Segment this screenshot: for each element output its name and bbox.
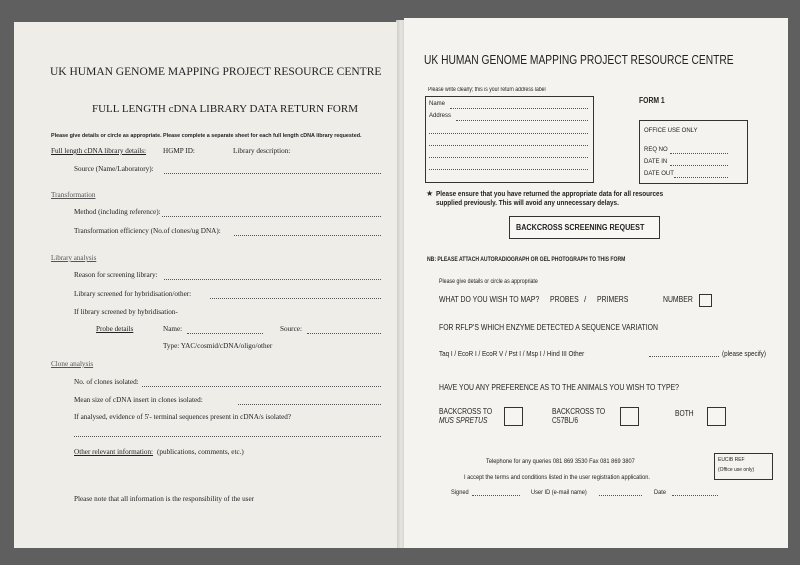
- signed-label: Signed: [451, 489, 469, 496]
- screened-field[interactable]: [210, 298, 381, 299]
- map-option-separator: /: [584, 295, 587, 304]
- both-label: BOTH: [675, 409, 694, 418]
- req-no-label: REQ NO: [644, 147, 668, 153]
- mean-size-field[interactable]: [238, 404, 381, 405]
- primers-option[interactable]: PRIMERS: [597, 295, 629, 304]
- probe-name-field[interactable]: [187, 333, 263, 334]
- left-page-title: UK HUMAN GENOME MAPPING PROJECT RESOURCE CENTRE: [50, 66, 382, 78]
- probe-source-label: Source:: [280, 325, 302, 333]
- request-title-box: [509, 216, 660, 239]
- request-title: BACKCROSS SCREENING REQUEST: [516, 222, 645, 232]
- address-line-1[interactable]: [456, 120, 588, 121]
- other-info-label: Other relevant information:: [74, 448, 154, 456]
- evidence-field[interactable]: [74, 436, 381, 437]
- office-use-label: OFFICE USE ONLY: [644, 128, 698, 134]
- address-line-3[interactable]: [429, 145, 588, 146]
- address-label-box[interactable]: [425, 96, 594, 183]
- address-line-4[interactable]: [429, 157, 588, 158]
- responsibility-note: Please note that all information is the responsibility of the user: [74, 495, 255, 503]
- req-no-field[interactable]: [670, 153, 728, 154]
- method-field[interactable]: [162, 216, 381, 217]
- reason-label: Reason for screening library:: [74, 271, 158, 279]
- address-label: Address: [429, 113, 452, 119]
- no-clones-label: No. of clones isolated:: [74, 378, 139, 386]
- backcross-spretus-label: BACKCROSS TO: [439, 407, 493, 416]
- date-in-label: DATE IN: [644, 159, 668, 165]
- eucib-ref-label: EUCIB REF: [718, 457, 745, 463]
- animals-question: HAVE YOU ANY PREFERENCE AS TO THE ANIMALS YOU WISH TO TYPE?: [439, 383, 679, 392]
- date-in-field[interactable]: [670, 165, 728, 166]
- mean-size-label: Mean size of cDNA insert in clones isolated:: [74, 396, 203, 404]
- hgmp-id-label: HGMP ID:: [163, 147, 195, 155]
- other-info-note: (publications, comments, etc.): [157, 448, 244, 456]
- please-specify: (please specify): [722, 349, 767, 358]
- instructions: Please give details or circle as appropriate. Please complete a separate sheet for each full length cDNA library requested.: [51, 133, 362, 139]
- accept-terms: I accept the terms and conditions listed in the user registration application.: [464, 474, 650, 481]
- source-label: Source (Name/Laboratory):: [74, 165, 154, 173]
- mus-spretus-label: MUS SPRETUS: [439, 416, 488, 425]
- source-field[interactable]: [164, 173, 381, 174]
- number-box[interactable]: [699, 294, 712, 307]
- evidence-label: If analysed, evidence of 5'- terminal sequences present in cDNA/s isolated?: [74, 413, 292, 421]
- telephone-line: Telephone for any queries 081 869 3530 Fax 081 869 3807: [486, 458, 635, 465]
- date-field[interactable]: [672, 495, 718, 496]
- eucib-office-use: (Office use only): [718, 467, 755, 473]
- full-length-details-heading: Full length cDNA library details:: [51, 147, 147, 155]
- right-page-title: UK HUMAN GENOME MAPPING PROJECT RESOURCE CENTRE: [424, 53, 734, 67]
- form-title: FULL LENGTH cDNA LIBRARY DATA RETURN FORM: [92, 103, 358, 115]
- date-out-label: DATE OUT: [644, 171, 674, 177]
- right-page: [404, 18, 788, 548]
- spretus-checkbox[interactable]: [504, 407, 523, 426]
- method-label: Method (including reference):: [74, 208, 161, 216]
- left-page: [14, 22, 397, 548]
- address-line-5[interactable]: [429, 169, 588, 170]
- clone-analysis-heading: Clone analysis: [51, 360, 94, 368]
- map-question: WHAT DO YOU WISH TO MAP?: [439, 295, 540, 304]
- other-enzyme-field[interactable]: [649, 356, 719, 357]
- signed-field[interactable]: [472, 495, 520, 496]
- c57bl6-checkbox[interactable]: [620, 407, 639, 426]
- hybridisation-label: If library screened by hybridisation-: [74, 308, 178, 316]
- address-line-2[interactable]: [429, 133, 588, 134]
- form-number: FORM 1: [639, 96, 665, 105]
- screened-label: Library screened for hybridisation/other:: [74, 290, 192, 298]
- give-details-note: Please give details or circle as appropriate: [439, 278, 538, 285]
- ensure-line-1: Please ensure that you have returned the appropriate data for all resources: [436, 189, 664, 198]
- date-label: Date: [654, 489, 666, 496]
- library-analysis-heading: Library analysis: [51, 254, 97, 262]
- probes-option[interactable]: PROBES: [550, 295, 579, 304]
- address-prompt: Please write clearly; this is your return address label: [428, 87, 546, 93]
- probe-type-options[interactable]: Type: YAC/cosmid/cDNA/oligo/other: [163, 342, 273, 350]
- enzyme-options[interactable]: Taq I / EcoR I / EcoR V / Pst I / Msp I / Hind III Other: [439, 349, 585, 358]
- no-clones-field[interactable]: [142, 386, 381, 387]
- name-field[interactable]: [450, 108, 588, 109]
- office-use-box: [639, 120, 748, 184]
- c57bl6-label: C57BL/6: [552, 416, 579, 425]
- transformation-heading: Transformation: [51, 191, 96, 199]
- efficiency-label: Transformation efficiency (No.of clones/ug DNA):: [74, 227, 221, 235]
- probe-source-field[interactable]: [307, 333, 381, 334]
- rflp-question: FOR RFLP'S WHICH ENZYME DETECTED A SEQUENCE VARIATION: [439, 323, 658, 332]
- library-description-label: Library description:: [233, 147, 291, 155]
- star-icon: ★: [426, 189, 434, 198]
- eucib-ref-box: [714, 453, 773, 480]
- user-id-field[interactable]: [599, 495, 642, 496]
- user-id-label: User ID (e-mail name): [531, 489, 587, 496]
- name-label: Name: [429, 101, 446, 107]
- nb-note: NB: PLEASE ATTACH AUTORADIOGRAPH OR GEL PHOTOGRAPH TO THIS FORM: [427, 256, 626, 263]
- both-checkbox[interactable]: [707, 407, 726, 426]
- efficiency-field[interactable]: [234, 235, 381, 236]
- number-label: NUMBER: [663, 295, 693, 304]
- reason-field[interactable]: [164, 279, 381, 280]
- ensure-line-2: supplied previously. This will avoid any unnecessary delays.: [436, 198, 619, 207]
- backcross-c57-label: BACKCROSS TO: [552, 407, 606, 416]
- probe-name-label: Name:: [163, 325, 183, 333]
- probe-details-heading: Probe details: [96, 325, 134, 333]
- date-out-field[interactable]: [674, 177, 728, 178]
